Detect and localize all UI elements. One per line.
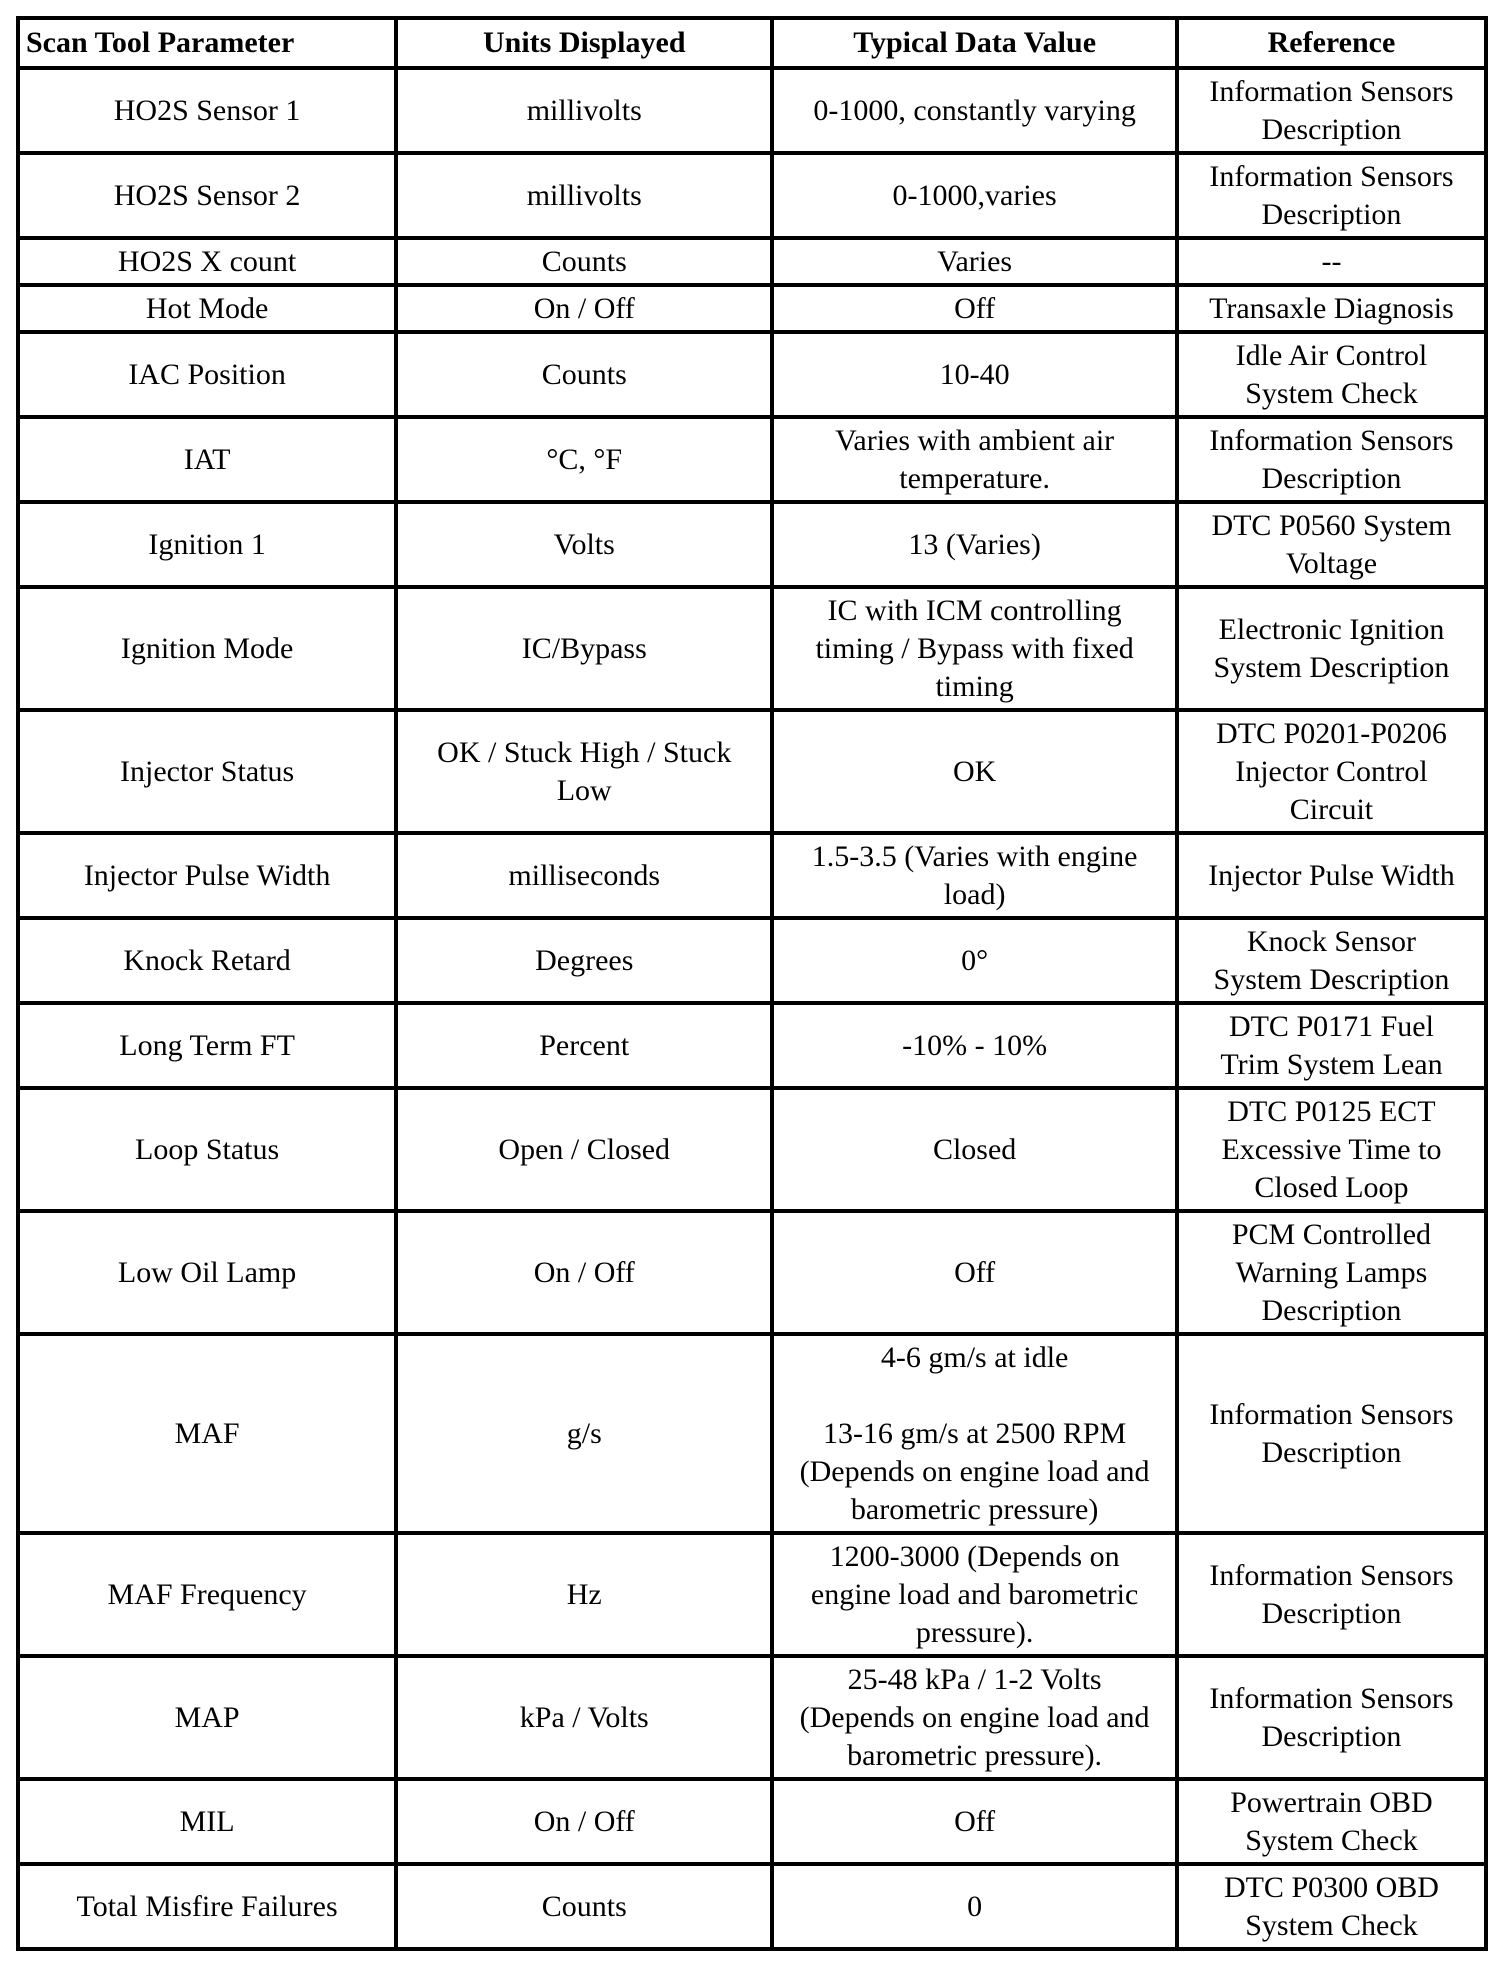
header-row (18, 18, 1486, 68)
cell-parameter: Hot Mode (18, 285, 396, 332)
cell-typical-value: 1.5-3.5 (Varies with engine load) (772, 833, 1177, 918)
cell-typical-value: -10% - 10% (772, 1003, 1177, 1088)
cell-parameter: Long Term FT (18, 1003, 396, 1088)
cell-reference: Information Sensors Description (1177, 1334, 1486, 1533)
cell-typical-value: OK (772, 710, 1177, 833)
cell-reference: Powertrain OBD System Check (1177, 1779, 1486, 1864)
cell-parameter: MAF (18, 1334, 396, 1533)
table-row (18, 332, 1486, 417)
cell-reference: DTC P0125 ECT Excessive Time to Closed Loop (1177, 1088, 1486, 1211)
cell-units: Counts (396, 238, 772, 285)
cell-typical-value: Varies with ambient air temperature. (772, 417, 1177, 502)
table-row (18, 417, 1486, 502)
cell-typical-value: Varies (772, 238, 1177, 285)
cell-units: On / Off (396, 1779, 772, 1864)
cell-units: millivolts (396, 68, 772, 153)
cell-parameter: HO2S Sensor 2 (18, 153, 396, 238)
table-row (18, 833, 1486, 918)
cell-reference: DTC P0560 System Voltage (1177, 502, 1486, 587)
cell-parameter: HO2S Sensor 1 (18, 68, 396, 153)
cell-units: On / Off (396, 1211, 772, 1334)
cell-parameter: HO2S X count (18, 238, 396, 285)
scan-tool-data-table (16, 16, 1488, 1951)
cell-typical-value: Closed (772, 1088, 1177, 1211)
table-body (18, 68, 1486, 1949)
cell-units: °C, °F (396, 417, 772, 502)
table-row (18, 1864, 1486, 1949)
header-scan-tool-parameter: Scan Tool Parameter (18, 18, 396, 68)
cell-units: OK / Stuck High / Stuck Low (396, 710, 772, 833)
cell-units: millivolts (396, 153, 772, 238)
cell-parameter: IAC Position (18, 332, 396, 417)
header-reference: Reference (1177, 18, 1486, 68)
table-row (18, 1088, 1486, 1211)
cell-parameter: Low Oil Lamp (18, 1211, 396, 1334)
cell-parameter: MIL (18, 1779, 396, 1864)
cell-units: Counts (396, 1864, 772, 1949)
table-row (18, 918, 1486, 1003)
cell-parameter: Loop Status (18, 1088, 396, 1211)
cell-parameter: Ignition 1 (18, 502, 396, 587)
cell-units: Hz (396, 1533, 772, 1656)
table-row (18, 68, 1486, 153)
cell-units: Volts (396, 502, 772, 587)
cell-typical-value: 25-48 kPa / 1-2 Volts (Depends on engine load and barometric pressure). (772, 1656, 1177, 1779)
cell-typical-value: 10-40 (772, 332, 1177, 417)
table-row (18, 1003, 1486, 1088)
header-typical-data-value: Typical Data Value (772, 18, 1177, 68)
cell-parameter: IAT (18, 417, 396, 502)
table-row (18, 502, 1486, 587)
cell-units: Degrees (396, 918, 772, 1003)
table-row (18, 587, 1486, 710)
cell-typical-value: IC with ICM controlling timing / Bypass with fixed timing (772, 587, 1177, 710)
cell-units: On / Off (396, 285, 772, 332)
cell-typical-value: Off (772, 285, 1177, 332)
table-row (18, 1779, 1486, 1864)
cell-parameter: Knock Retard (18, 918, 396, 1003)
cell-reference: DTC P0300 OBD System Check (1177, 1864, 1486, 1949)
cell-reference: Injector Pulse Width (1177, 833, 1486, 918)
cell-parameter: Total Misfire Failures (18, 1864, 396, 1949)
cell-reference: -- (1177, 238, 1486, 285)
cell-reference: Information Sensors Description (1177, 1533, 1486, 1656)
cell-typical-value: 0° (772, 918, 1177, 1003)
cell-parameter: Injector Pulse Width (18, 833, 396, 918)
cell-units: kPa / Volts (396, 1656, 772, 1779)
table-row (18, 1533, 1486, 1656)
cell-reference: Knock Sensor System Description (1177, 918, 1486, 1003)
cell-reference: Electronic Ignition System Description (1177, 587, 1486, 710)
cell-reference: DTC P0171 Fuel Trim System Lean (1177, 1003, 1486, 1088)
cell-typical-value: 0 (772, 1864, 1177, 1949)
cell-parameter: MAP (18, 1656, 396, 1779)
cell-parameter: MAF Frequency (18, 1533, 396, 1656)
header-units-displayed: Units Displayed (396, 18, 772, 68)
cell-units: g/s (396, 1334, 772, 1533)
cell-typical-value: 13 (Varies) (772, 502, 1177, 587)
cell-reference: Idle Air Control System Check (1177, 332, 1486, 417)
cell-typical-value: 0-1000, constantly varying (772, 68, 1177, 153)
cell-parameter: Ignition Mode (18, 587, 396, 710)
cell-units: Open / Closed (396, 1088, 772, 1211)
cell-reference: Information Sensors Description (1177, 153, 1486, 238)
table-row (18, 285, 1486, 332)
table-row (18, 238, 1486, 285)
table-row (18, 153, 1486, 238)
cell-reference: Information Sensors Description (1177, 68, 1486, 153)
cell-parameter: Injector Status (18, 710, 396, 833)
table-row (18, 710, 1486, 833)
cell-reference: Information Sensors Description (1177, 1656, 1486, 1779)
cell-reference: DTC P0201-P0206 Injector Control Circuit (1177, 710, 1486, 833)
cell-typical-value: Off (772, 1779, 1177, 1864)
table-row (18, 1211, 1486, 1334)
table-row (18, 1656, 1486, 1779)
cell-reference: Information Sensors Description (1177, 417, 1486, 502)
cell-units: Percent (396, 1003, 772, 1088)
cell-typical-value: 1200-3000 (Depends on engine load and barometric pressure). (772, 1533, 1177, 1656)
table-row (18, 1334, 1486, 1533)
cell-typical-value: Off (772, 1211, 1177, 1334)
cell-typical-value: 4-6 gm/s at idle 13-16 gm/s at 2500 RPM (Depends on engine load and barometric pressure) (772, 1334, 1177, 1533)
cell-units: IC/Bypass (396, 587, 772, 710)
cell-reference: PCM Controlled Warning Lamps Description (1177, 1211, 1486, 1334)
cell-units: milliseconds (396, 833, 772, 918)
cell-reference: Transaxle Diagnosis (1177, 285, 1486, 332)
cell-typical-value: 0-1000,varies (772, 153, 1177, 238)
cell-units: Counts (396, 332, 772, 417)
